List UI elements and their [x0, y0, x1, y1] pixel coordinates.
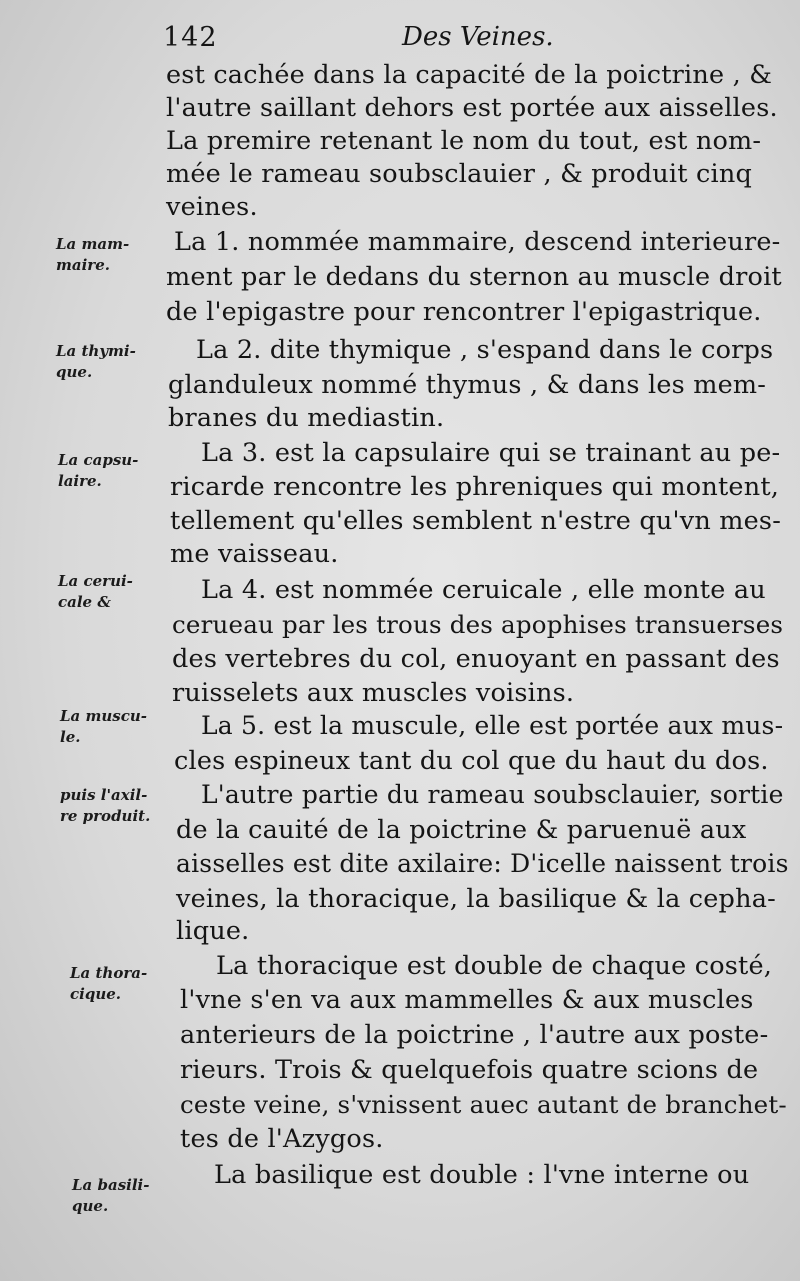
margin-note-basilique	[72, 1175, 149, 1217]
text-line: de l'epigastre pour rencontrer l'epigastrique.	[166, 297, 762, 327]
margin-note-line: re produit.	[60, 807, 151, 825]
text-line: tes de l'Azygos.	[180, 1124, 384, 1154]
text-line: glanduleux nommé thymus , & dans les mem-	[168, 370, 767, 400]
text-line: La 5. est la muscule, elle est portée aux mus-	[201, 711, 784, 740]
text-line: L'autre partie du rameau soubsclauier, sortie	[201, 780, 784, 809]
text-line: tellement qu'elles semblent n'estre qu'vn mes-	[170, 506, 782, 536]
page-number: 142	[163, 22, 218, 53]
text-line: ricarde rencontre les phreniques qui montent,	[170, 472, 780, 502]
text-line: La basilique est double : l'vne interne ou	[214, 1160, 750, 1190]
text-line: branes du mediastin.	[168, 403, 445, 433]
text-line: ceste veine, s'vnissent auec autant de branchet-	[180, 1090, 787, 1119]
margin-note-line: La muscu-	[60, 707, 147, 725]
margin-note-thymique	[56, 341, 136, 383]
margin-note-line: La cerui-	[58, 572, 133, 590]
margin-note-line: puis l'axil-	[60, 786, 148, 804]
text-line: ruisselets aux muscles voisins.	[172, 678, 575, 708]
margin-note-line: La mam-	[56, 235, 130, 253]
text-line: La 3. est la capsulaire qui se trainant au pe-	[201, 438, 781, 468]
margin-note-line: que.	[56, 363, 93, 381]
margin-note-line: laire.	[58, 472, 102, 490]
text-line: La 1. nommée mammaire, descend interieure-	[174, 227, 781, 257]
margin-note-line: que.	[72, 1197, 109, 1215]
text-line: rieurs. Trois & quelquefois quatre scions de	[180, 1055, 759, 1085]
margin-note-mammaire	[56, 234, 129, 276]
margin-note-line: La thora-	[70, 964, 148, 982]
text-line: l'vne s'en va aux mammelles & aux muscles	[180, 985, 754, 1015]
text-line: aisselles est dite axilaire: D'icelle naissent trois	[176, 849, 789, 878]
margin-note-muscule	[60, 706, 147, 748]
text-line: cles espineux tant du col que du haut du dos.	[174, 746, 769, 776]
text-line: me vaisseau.	[170, 539, 339, 569]
margin-note-axilaire	[60, 785, 150, 827]
margin-note-ceruicale	[58, 571, 133, 613]
running-head: Des Veines.	[402, 22, 554, 52]
margin-note-line: le.	[60, 728, 81, 746]
text-line: veines, la thoracique, la basilique & la cepha-	[176, 884, 776, 914]
text-line: La premire retenant le nom du tout, est nom-	[166, 126, 762, 156]
text-line: de la cauité de la poictrine & paruenuë aux	[176, 815, 747, 845]
margin-note-line: La thymi-	[56, 342, 136, 360]
margin-note-line: cique.	[70, 985, 121, 1003]
text-line: cerueau par les trous des apophises transuerses	[172, 610, 784, 639]
text-line: La thoracique est double de chaque costé,	[216, 951, 773, 981]
text-line: anterieurs de la poictrine , l'autre aux poste-	[180, 1020, 769, 1050]
text-line: lique.	[176, 916, 250, 946]
text-line: La 2. dite thymique , s'espand dans le corps	[196, 335, 774, 365]
margin-note-line: La capsu-	[58, 451, 139, 469]
margin-note-line: La basili-	[72, 1176, 150, 1194]
text-line: est cachée dans la capacité de la poictrine , &	[166, 60, 773, 90]
text-line: veines.	[166, 192, 258, 222]
text-line: des vertebres du col, enuoyant en passant des	[172, 644, 780, 674]
margin-note-line: cale &	[58, 593, 111, 611]
margin-note-capsulaire	[58, 450, 138, 492]
margin-note-line: maire.	[56, 256, 110, 274]
text-line: ment par le dedans du sternon au muscle droit	[166, 262, 782, 292]
text-line: La 4. est nommée ceruicale , elle monte au	[201, 575, 766, 605]
text-line: l'autre saillant dehors est portée aux aisselles.	[166, 93, 778, 123]
text-line: mée le rameau soubsclauier , & produit cinq	[166, 159, 753, 189]
margin-note-thoracique	[70, 963, 147, 1005]
